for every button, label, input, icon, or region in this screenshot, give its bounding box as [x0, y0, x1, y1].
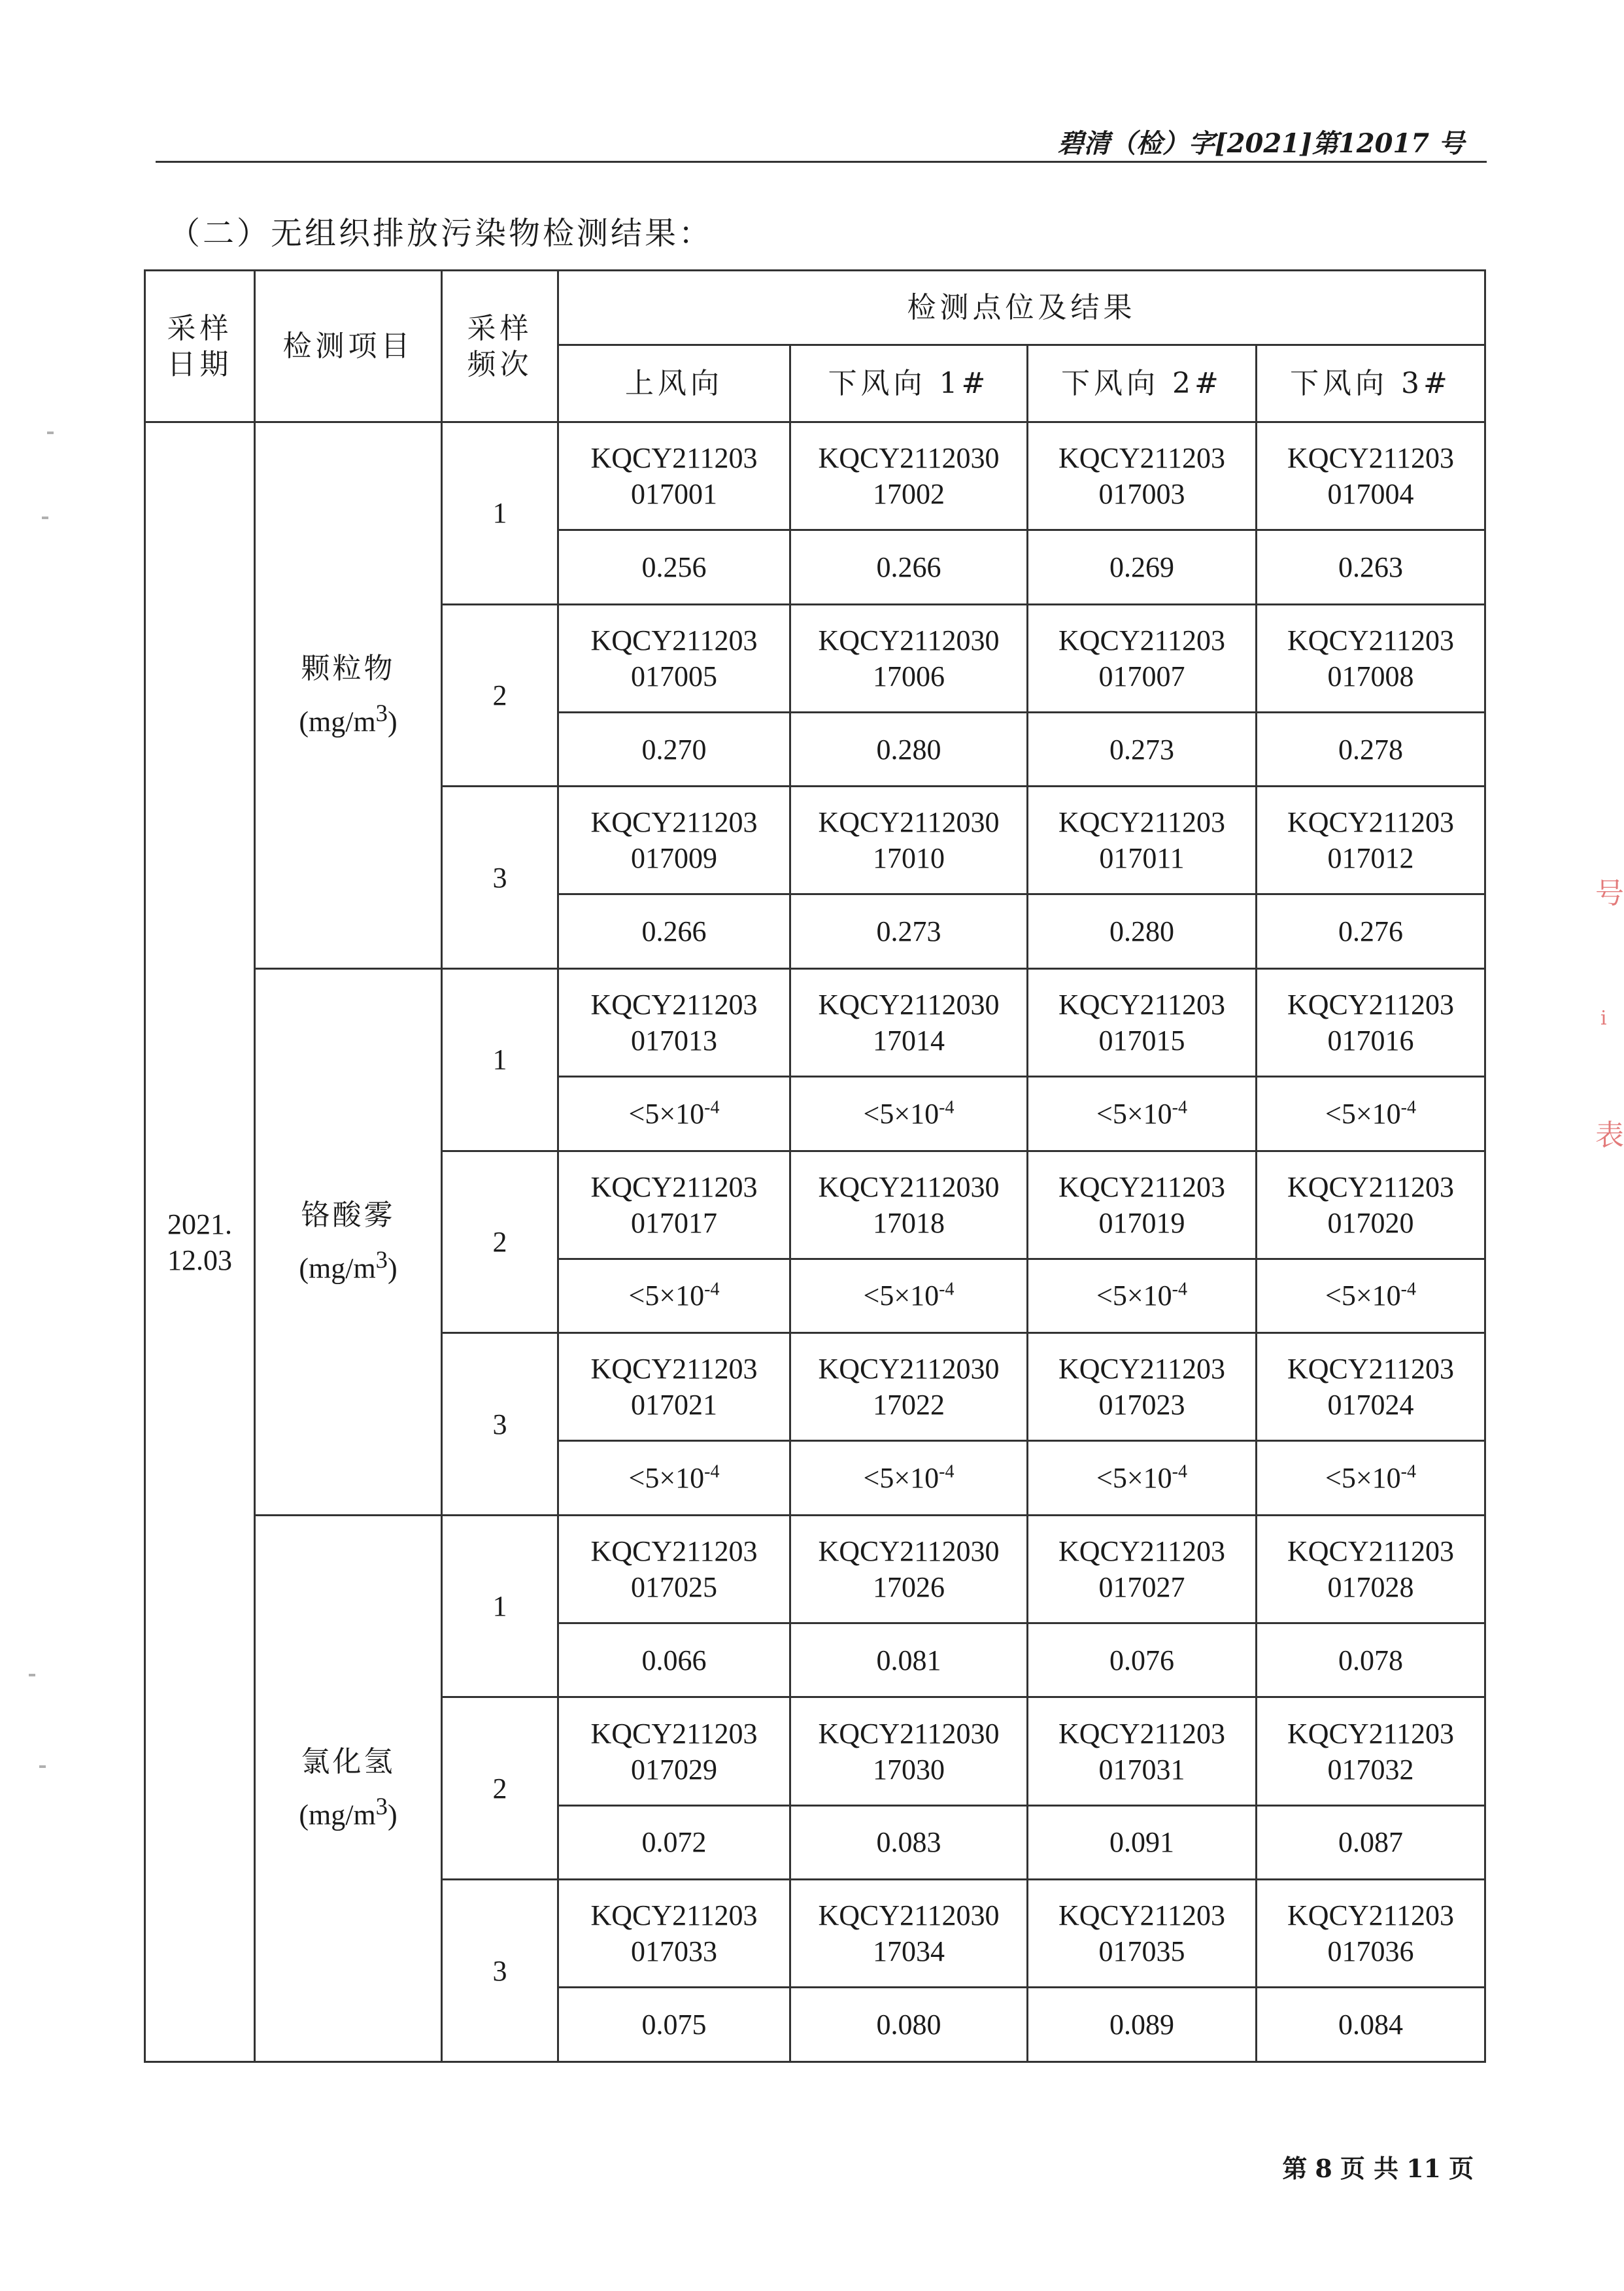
result-exponent: -4 — [939, 1279, 955, 1300]
page-current: 8 — [1315, 2154, 1332, 2183]
result-value-cell — [1028, 1623, 1257, 1697]
sample-code-line: KQCY211203 — [1287, 442, 1455, 475]
sample-code-line: 017004 — [1327, 478, 1414, 511]
sample-code-line: 017005 — [631, 660, 717, 692]
result-value: <5×10 — [628, 1280, 705, 1312]
sample-code-cell — [558, 604, 790, 712]
result-value: 0.075 — [641, 2009, 707, 2041]
sample-code-cell — [790, 422, 1028, 530]
sample-code-line: KQCY211203 — [590, 1717, 758, 1750]
result-value: 0.278 — [1338, 733, 1403, 766]
result-value-cell — [1028, 1441, 1257, 1516]
result-exponent: -4 — [1400, 1461, 1416, 1482]
sampling-frequency-cell: 3 — [442, 787, 558, 969]
sample-code-cell — [1028, 1515, 1257, 1623]
margin-stamp-mark: i — [1600, 1007, 1607, 1030]
sample-code-line: 017031 — [1098, 1753, 1185, 1786]
sample-code-line: KQCY211203 — [1058, 1717, 1226, 1750]
result-value: <5×10 — [863, 1462, 939, 1495]
header-sampling-frequency: 采样 频次 — [442, 271, 558, 422]
result-exponent: -4 — [704, 1279, 720, 1300]
result-value-cell — [558, 530, 790, 605]
sample-code-cell — [1028, 1151, 1257, 1259]
page-label-mid: 页 共 — [1340, 2154, 1399, 2183]
sample-code-line: KQCY2112030 — [818, 1170, 1000, 1203]
test-item-cell — [255, 422, 442, 969]
result-value-cell — [790, 1623, 1028, 1697]
result-value: 0.078 — [1338, 1644, 1403, 1676]
sample-code-line: KQCY2112030 — [818, 624, 1000, 656]
sample-code-line: KQCY211203 — [590, 442, 758, 475]
sample-code-line: 17026 — [873, 1570, 945, 1603]
result-value-cell — [790, 712, 1028, 787]
page-label-prefix: 第 — [1282, 2154, 1308, 2183]
result-value-cell — [1028, 712, 1257, 787]
sample-code-cell — [1257, 604, 1485, 712]
sample-code-cell — [1028, 604, 1257, 712]
sample-code-line: 17002 — [873, 478, 945, 511]
test-item-cell — [255, 1515, 442, 2062]
test-item-unit — [258, 1791, 438, 1833]
sample-code-line: KQCY2112030 — [818, 1535, 1000, 1567]
sample-code-line: KQCY211203 — [1058, 1170, 1226, 1203]
unit-close: ) — [388, 705, 398, 738]
sample-code-line: 017028 — [1327, 1570, 1414, 1603]
sample-code-cell — [558, 1697, 790, 1805]
result-value: 0.080 — [876, 2009, 941, 2041]
sample-code-line: 017027 — [1098, 1570, 1185, 1603]
sample-code-line: KQCY2112030 — [818, 1353, 1000, 1385]
result-value-cell — [1028, 530, 1257, 605]
sample-code-cell — [1257, 1697, 1485, 1805]
sample-code-line: 17018 — [873, 1206, 945, 1239]
unit-superscript: 3 — [375, 700, 388, 727]
result-value-cell — [558, 1077, 790, 1151]
sampling-frequency-cell: 1 — [442, 422, 558, 605]
sample-code-line: KQCY211203 — [1287, 624, 1455, 656]
sample-code-line: 17006 — [873, 660, 945, 692]
sample-code-line: KQCY211203 — [590, 1170, 758, 1203]
result-value-cell — [1257, 1077, 1485, 1151]
unit-text: (mg/m — [299, 705, 376, 738]
result-value: <5×10 — [1325, 1462, 1401, 1495]
result-exponent: -4 — [1172, 1461, 1187, 1482]
margin-stamp-mark: 表 — [1595, 1119, 1624, 1152]
sample-code-line: KQCY211203 — [590, 1353, 758, 1385]
sample-code-line: 017001 — [631, 478, 717, 511]
sample-code-cell — [1257, 787, 1485, 894]
sampling-frequency-cell: 3 — [442, 1333, 558, 1516]
result-value: 0.076 — [1109, 1644, 1174, 1676]
result-value-cell — [1257, 1805, 1485, 1880]
result-value: <5×10 — [1325, 1097, 1401, 1130]
header-point-downwind-1: 下风向 1# — [790, 345, 1028, 422]
result-value: 0.066 — [641, 1644, 707, 1676]
sample-code-line: KQCY2112030 — [818, 1717, 1000, 1750]
sample-code-line: KQCY211203 — [1058, 1899, 1226, 1932]
sample-code-line: 017007 — [1098, 660, 1185, 692]
page-label-suffix: 页 — [1448, 2154, 1474, 2183]
sampling-date-line: 12.03 — [167, 1244, 232, 1276]
sample-code-cell — [1257, 422, 1485, 530]
result-value: 0.083 — [876, 1826, 941, 1859]
sample-code-cell — [558, 968, 790, 1076]
page-footer — [1242, 2148, 1478, 2184]
result-value-cell — [558, 1623, 790, 1697]
result-exponent: -4 — [1400, 1279, 1416, 1300]
scan-speck — [39, 1765, 46, 1768]
sample-code-line: KQCY211203 — [1058, 1535, 1226, 1567]
sample-code-line: 017036 — [1327, 1935, 1414, 1968]
result-value-cell — [1257, 894, 1485, 969]
result-value: <5×10 — [1096, 1097, 1172, 1130]
document-number: 碧清（检）字[2021]第12017 号 — [1057, 128, 1464, 159]
scan-speck — [47, 432, 54, 434]
result-value: 0.269 — [1109, 551, 1174, 583]
test-item-cell — [255, 968, 442, 1515]
sample-code-line: KQCY211203 — [1058, 442, 1226, 475]
sampling-frequency-cell: 1 — [442, 968, 558, 1151]
sample-code-line: 017012 — [1327, 842, 1414, 875]
sample-code-line: KQCY211203 — [1058, 988, 1226, 1021]
unit-close: ) — [388, 1252, 398, 1285]
sample-code-line: KQCY211203 — [1058, 1353, 1226, 1385]
sample-code-line: KQCY2112030 — [818, 1899, 1000, 1932]
result-exponent: -4 — [1400, 1097, 1416, 1118]
sample-code-cell — [1257, 1880, 1485, 1988]
sampling-date-line: 2021. — [167, 1208, 232, 1240]
sampling-frequency-cell: 1 — [442, 1515, 558, 1697]
sampling-frequency-cell: 2 — [442, 1697, 558, 1880]
sample-code-line: 017025 — [631, 1570, 717, 1603]
test-item-name: 铬酸雾 — [301, 1198, 396, 1232]
sampling-frequency-cell: 2 — [442, 604, 558, 787]
sample-code-line: 17022 — [873, 1389, 945, 1421]
sample-code-cell — [1257, 1333, 1485, 1441]
result-value: <5×10 — [863, 1280, 939, 1312]
unit-superscript: 3 — [375, 1246, 388, 1274]
sample-code-cell — [790, 1880, 1028, 1988]
sample-code-line: KQCY211203 — [590, 1535, 758, 1567]
sample-code-line: KQCY211203 — [590, 806, 758, 839]
result-value-cell — [1257, 712, 1485, 787]
result-exponent: -4 — [939, 1097, 955, 1118]
sample-code-line: KQCY211203 — [1287, 1170, 1455, 1203]
sample-code-cell — [1028, 1697, 1257, 1805]
sample-code-cell — [1028, 1333, 1257, 1441]
result-value: <5×10 — [628, 1097, 705, 1130]
sample-code-line: 017035 — [1098, 1935, 1185, 1968]
result-exponent: -4 — [1172, 1279, 1187, 1300]
result-value-cell — [790, 1988, 1028, 2062]
result-value-cell — [558, 1805, 790, 1880]
sample-code-cell — [790, 1333, 1028, 1441]
sample-code-line: KQCY211203 — [1058, 624, 1226, 656]
result-value: <5×10 — [628, 1462, 705, 1495]
sample-code-line: 017015 — [1098, 1024, 1185, 1057]
result-value: 0.266 — [641, 915, 707, 948]
sample-code-line: KQCY211203 — [1287, 1353, 1455, 1385]
result-value-cell — [1028, 1077, 1257, 1151]
sample-code-line: KQCY211203 — [590, 1899, 758, 1932]
sample-code-cell — [1028, 1880, 1257, 1988]
result-value-cell — [1028, 1988, 1257, 2062]
sample-code-cell — [1028, 968, 1257, 1076]
sample-code-line: 17034 — [873, 1935, 945, 1968]
result-value: 0.089 — [1109, 2009, 1174, 2041]
sample-code-line: KQCY2112030 — [818, 988, 1000, 1021]
result-value-cell — [558, 1441, 790, 1516]
scan-speck — [42, 517, 48, 519]
test-item-unit — [258, 1245, 438, 1287]
result-value-cell — [1028, 1259, 1257, 1333]
result-value-cell — [558, 1259, 790, 1333]
result-value-cell — [558, 712, 790, 787]
sample-code-line: 017003 — [1098, 478, 1185, 511]
result-value: 0.263 — [1338, 551, 1403, 583]
result-value-cell — [1257, 1623, 1485, 1697]
result-value-cell — [790, 1077, 1028, 1151]
result-value-cell — [558, 1988, 790, 2062]
sample-code-line: KQCY211203 — [1287, 806, 1455, 839]
sample-code-line: 017024 — [1327, 1389, 1414, 1421]
sample-code-line: 017033 — [631, 1935, 717, 1968]
result-value: 0.087 — [1338, 1826, 1403, 1859]
result-value: <5×10 — [1096, 1280, 1172, 1312]
header-test-item: 检测项目 — [255, 271, 442, 422]
sample-code-cell — [1257, 1151, 1485, 1259]
result-value-cell — [1257, 530, 1485, 605]
sample-code-cell — [790, 1697, 1028, 1805]
result-value: 0.280 — [1109, 915, 1174, 948]
sample-code-cell — [558, 1880, 790, 1988]
sample-code-line: KQCY211203 — [1287, 1717, 1455, 1750]
sample-code-cell — [558, 787, 790, 894]
test-item-unit — [258, 698, 438, 740]
header-rule — [156, 161, 1487, 163]
result-value-cell — [1257, 1441, 1485, 1516]
sample-code-cell — [558, 422, 790, 530]
result-value: 0.084 — [1338, 2009, 1403, 2041]
page-total: 11 — [1406, 2154, 1441, 2183]
sample-code-line: 017019 — [1098, 1206, 1185, 1239]
sampling-frequency-cell: 3 — [442, 1880, 558, 2062]
result-value: 0.273 — [1109, 733, 1174, 766]
sample-code-cell — [1028, 422, 1257, 530]
header-point-upwind: 上风向 — [558, 345, 790, 422]
sample-code-line: KQCY2112030 — [818, 806, 1000, 839]
sample-code-line: KQCY211203 — [1058, 806, 1226, 839]
sample-code-line: KQCY211203 — [590, 988, 758, 1021]
sample-code-line: KQCY211203 — [590, 624, 758, 656]
sample-code-line: 17030 — [873, 1753, 945, 1786]
sample-code-cell — [558, 1333, 790, 1441]
sample-code-line: 017017 — [631, 1206, 717, 1239]
result-value: 0.081 — [876, 1644, 941, 1676]
sample-code-cell — [790, 968, 1028, 1076]
result-value: 0.276 — [1338, 915, 1403, 948]
result-value: <5×10 — [863, 1097, 939, 1130]
sample-code-line: 017020 — [1327, 1206, 1414, 1239]
margin-stamp-mark: 号 — [1595, 877, 1624, 910]
sample-code-cell — [558, 1515, 790, 1623]
result-exponent: -4 — [704, 1461, 720, 1482]
sample-code-cell — [1257, 1515, 1485, 1623]
result-value-cell — [1257, 1259, 1485, 1333]
result-value: 0.091 — [1109, 1826, 1174, 1859]
sample-code-line: KQCY211203 — [1287, 988, 1455, 1021]
header-points-group: 检测点位及结果 — [558, 271, 1485, 345]
result-value-cell — [790, 1805, 1028, 1880]
result-value-cell — [558, 894, 790, 969]
result-exponent: -4 — [704, 1097, 720, 1118]
sample-code-line: 017021 — [631, 1389, 717, 1421]
sample-code-cell — [790, 604, 1028, 712]
header-point-downwind-3: 下风向 3# — [1257, 345, 1485, 422]
sample-code-cell — [558, 1151, 790, 1259]
result-value: <5×10 — [1325, 1280, 1401, 1312]
sample-code-line: 017008 — [1327, 660, 1414, 692]
sampling-frequency-cell: 2 — [442, 1151, 558, 1333]
result-value-cell — [1028, 1805, 1257, 1880]
sample-code-line: 017009 — [631, 842, 717, 875]
sample-code-cell — [790, 787, 1028, 894]
result-value-cell — [1257, 1988, 1485, 2062]
result-value: 0.280 — [876, 733, 941, 766]
result-value-cell — [1028, 894, 1257, 969]
result-value: 0.072 — [641, 1826, 707, 1859]
sampling-date-cell — [145, 422, 255, 2062]
result-value: 0.266 — [876, 551, 941, 583]
sample-code-line: 17010 — [873, 842, 945, 875]
sample-code-line: KQCY211203 — [1287, 1899, 1455, 1932]
sample-code-line: 17014 — [873, 1024, 945, 1057]
sample-code-line: 017013 — [631, 1024, 717, 1057]
sample-code-cell — [1028, 787, 1257, 894]
header-point-downwind-2: 下风向 2# — [1028, 345, 1257, 422]
result-value-cell — [790, 1441, 1028, 1516]
unit-text: (mg/m — [299, 1252, 376, 1285]
sample-code-line: 017023 — [1098, 1389, 1185, 1421]
result-value: 0.256 — [641, 551, 707, 583]
results-table — [144, 269, 1486, 2063]
sample-code-line: KQCY211203 — [1287, 1535, 1455, 1567]
scan-speck — [29, 1674, 35, 1676]
result-exponent: -4 — [939, 1461, 955, 1482]
sample-code-cell — [790, 1151, 1028, 1259]
sample-code-cell — [1257, 968, 1485, 1076]
sample-code-line: KQCY2112030 — [818, 442, 1000, 475]
sample-code-cell — [790, 1515, 1028, 1623]
unit-superscript: 3 — [375, 1793, 388, 1820]
unit-close: ) — [388, 1799, 398, 1831]
sample-code-line: 017029 — [631, 1753, 717, 1786]
header-sampling-date: 采样 日期 — [145, 271, 255, 422]
result-exponent: -4 — [1172, 1097, 1187, 1118]
result-value-cell — [790, 894, 1028, 969]
sample-code-line: 017011 — [1099, 842, 1185, 875]
test-item-name: 颗粒物 — [301, 652, 396, 686]
section-title: （二）无组织排放污染物检测结果： — [169, 215, 713, 252]
sample-code-line: 017032 — [1327, 1753, 1414, 1786]
result-value: 0.273 — [876, 915, 941, 948]
test-item-name: 氯化氢 — [301, 1745, 396, 1779]
result-value-cell — [790, 530, 1028, 605]
result-value: <5×10 — [1096, 1462, 1172, 1495]
result-value-cell — [790, 1259, 1028, 1333]
sample-code-line: 017016 — [1327, 1024, 1414, 1057]
result-value: 0.270 — [641, 733, 707, 766]
unit-text: (mg/m — [299, 1799, 376, 1831]
